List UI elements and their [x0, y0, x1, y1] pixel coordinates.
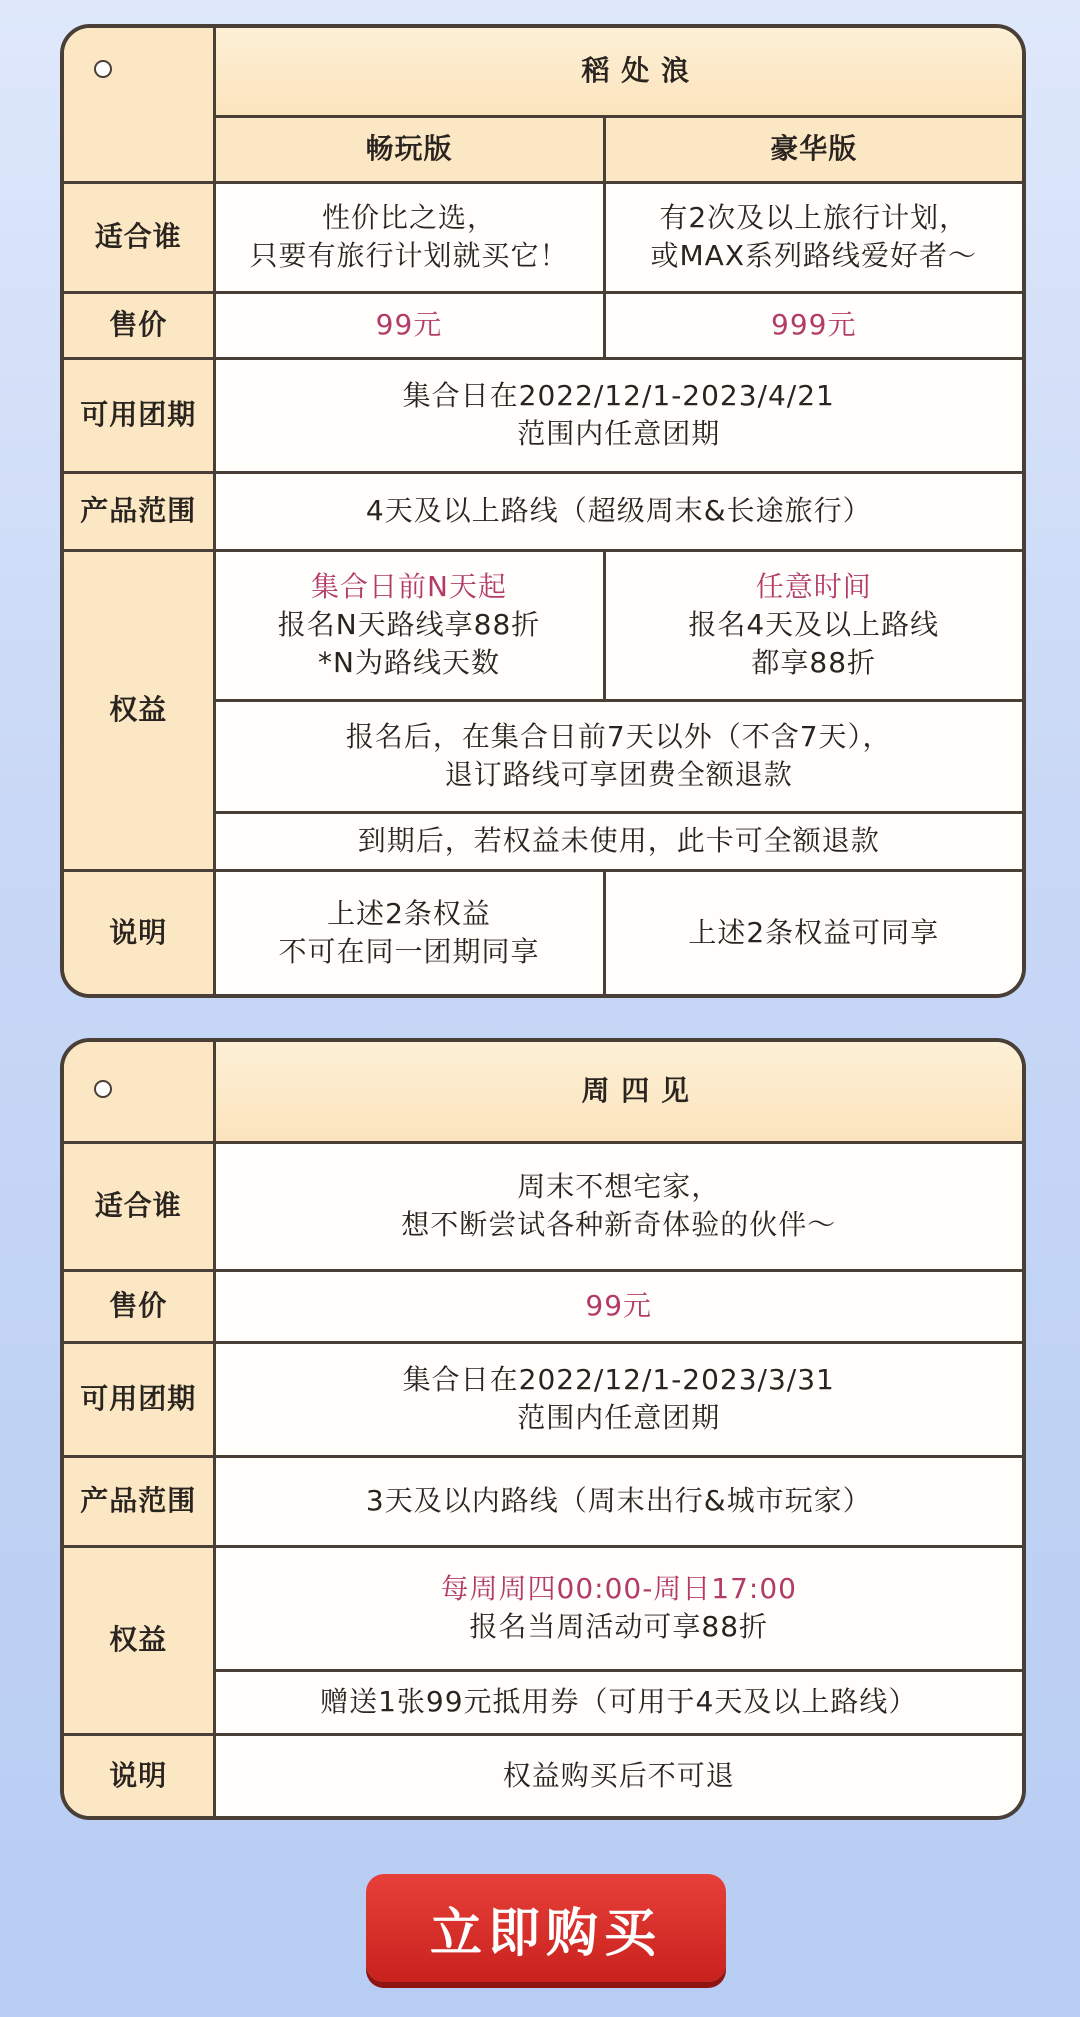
benefit-deluxe: 任意时间 报名4天及以上路线 都享88折: [604, 550, 1022, 700]
who-standard: 性价比之选， 只要有旅行计划就买它！: [214, 182, 604, 292]
table-corner: [64, 1042, 214, 1142]
note-deluxe: 上述2条权益可同享: [604, 870, 1022, 994]
who-value: 周末不想宅家， 想不断尝试各种新奇体验的伙伴～: [214, 1142, 1022, 1270]
row-label-who: 适合谁: [64, 1142, 214, 1270]
price-value: 99元: [214, 1270, 1022, 1342]
row-label-benefit: 权益: [64, 1546, 214, 1734]
comparison-table-2: [64, 1042, 1022, 1816]
buy-now-button[interactable]: 立即购买: [366, 1874, 726, 1982]
punch-hole-icon: [94, 1080, 112, 1098]
period-value: 集合日在2022/12/1-2023/3/31 范围内任意团期: [214, 1342, 1022, 1456]
benefit-main: 每周周四00:00-周日17:00 报名当周活动可享88折: [214, 1546, 1022, 1670]
punch-hole-icon: [94, 60, 112, 78]
card-title: 稻 处 浪: [214, 28, 1022, 116]
scope-value: 3天及以内路线（周末出行&城市玩家）: [214, 1456, 1022, 1546]
column-header-deluxe: 豪华版: [604, 116, 1022, 182]
table-corner: [64, 28, 214, 182]
card-daochulang: [60, 24, 1026, 998]
note-standard: 上述2条权益 不可在同一团期同享: [214, 870, 604, 994]
row-label-who: 适合谁: [64, 182, 214, 292]
row-label-scope: 产品范围: [64, 472, 214, 550]
row-label-price: 售价: [64, 292, 214, 358]
row-label-benefit: 权益: [64, 550, 214, 870]
column-header-standard: 畅玩版: [214, 116, 604, 182]
price-standard: 99元: [214, 292, 604, 358]
row-label-note: 说明: [64, 1734, 214, 1816]
row-label-period: 可用团期: [64, 1342, 214, 1456]
benefit-refund: 报名后，在集合日前7天以外（不含7天）， 退订路线可享团费全额退款: [214, 700, 1022, 812]
row-label-note: 说明: [64, 870, 214, 994]
period-value: 集合日在2022/12/1-2023/4/21 范围内任意团期: [214, 358, 1022, 472]
row-label-period: 可用团期: [64, 358, 214, 472]
comparison-table-1: [64, 28, 1022, 994]
benefit-standard: 集合日前N天起 报名N天路线享88折 *N为路线天数: [214, 550, 604, 700]
card-zhousijian: [60, 1038, 1026, 1820]
benefit-expire: 到期后，若权益未使用，此卡可全额退款: [214, 812, 1022, 870]
who-deluxe: 有2次及以上旅行计划， 或MAX系列路线爱好者～: [604, 182, 1022, 292]
note-value: 权益购买后不可退: [214, 1734, 1022, 1816]
row-label-price: 售价: [64, 1270, 214, 1342]
benefit-coupon: 赠送1张99元抵用券（可用于4天及以上路线）: [214, 1670, 1022, 1734]
scope-value: 4天及以上路线（超级周末&长途旅行）: [214, 472, 1022, 550]
price-deluxe: 999元: [604, 292, 1022, 358]
row-label-scope: 产品范围: [64, 1456, 214, 1546]
card-title: 周 四 见: [214, 1042, 1022, 1142]
